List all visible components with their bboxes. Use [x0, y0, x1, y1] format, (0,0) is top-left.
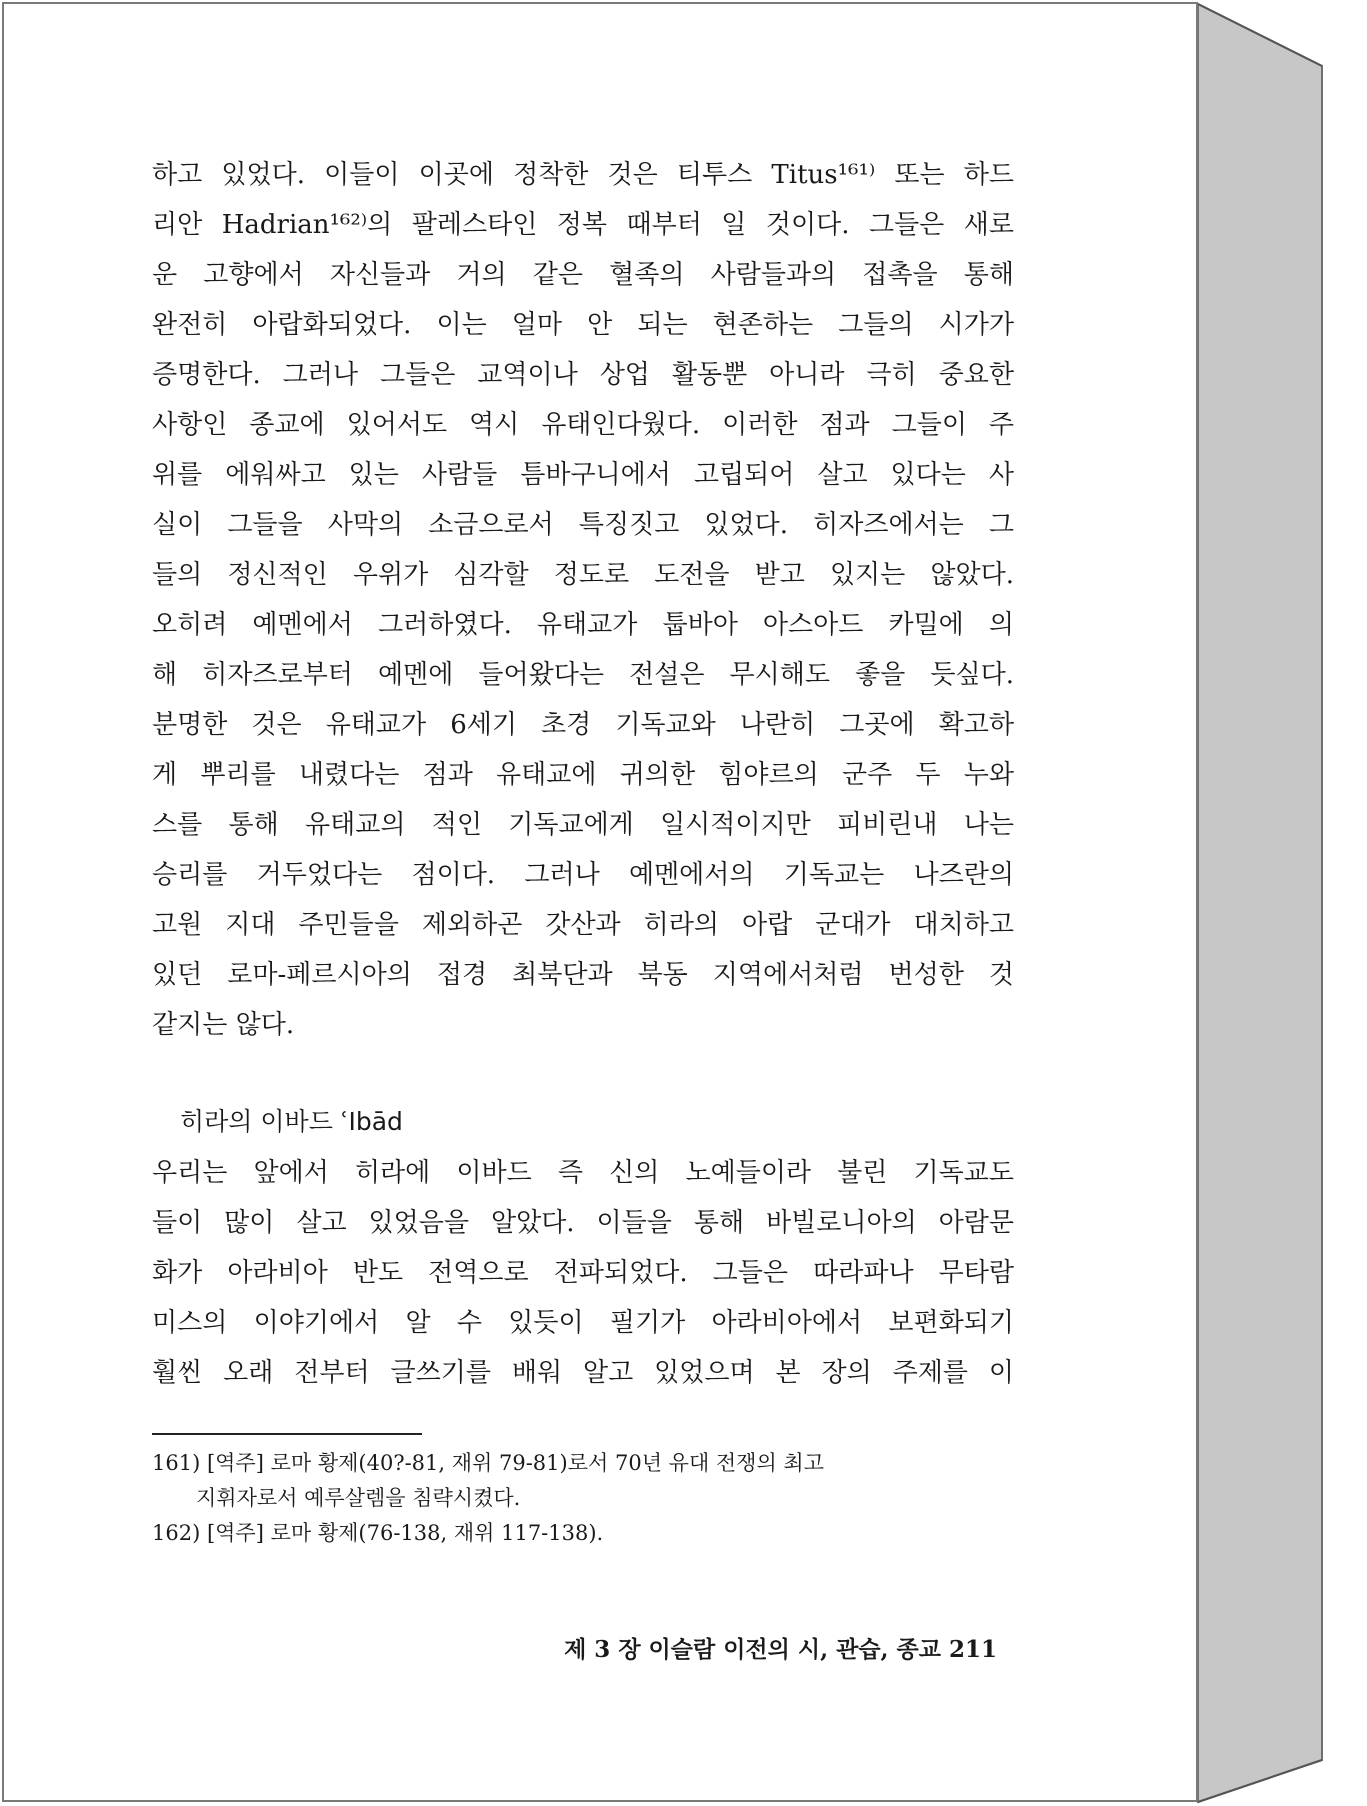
footnote-161-continued: 지휘자로서 예루살렘을 침략시켰다.: [196, 1486, 521, 1510]
text-line: 화가 아라비아 반도 전역으로 전파되었다. 그들은 따라파나 무타람: [152, 1258, 1014, 1288]
footnote-161: 161) [역주] 로마 황제(40?-81, 재위 79-81)로서 70년 유대 전쟁의 최고: [152, 1451, 825, 1475]
text-line: 하고 있었다. 이들이 이곳에 정착한 것은 티투스 Titus¹⁶¹⁾ 또는 하드: [152, 160, 1014, 190]
text-line: 들의 정신적인 우위가 심각할 정도로 도전을 받고 있지는 않았다.: [152, 560, 1014, 590]
text-line: 승리를 거두었다는 점이다. 그러나 예멘에서의 기독교는 나즈란의: [152, 860, 1014, 890]
text-line: 운 고향에서 자신들과 거의 같은 혈족의 사람들과의 접촉을 통해: [152, 260, 1014, 290]
text-line: 같지는 않다.: [152, 1010, 295, 1040]
text-line: 훨씬 오래 전부터 글쓰기를 배워 알고 있었으며 본 장의 주제를 이: [152, 1358, 1014, 1388]
footnote-divider: [152, 1433, 422, 1435]
text-line: 사항인 종교에 있어서도 역시 유태인다웠다. 이러한 점과 그들이 주: [152, 410, 1014, 440]
running-footer: 제 3 장 이슬람 이전의 시, 관습, 종교 211: [564, 1636, 997, 1663]
text-line: 게 뿌리를 내렸다는 점과 유태교에 귀의한 힘야르의 군주 두 누와: [152, 760, 1014, 790]
text-line: 들이 많이 살고 있었음을 알았다. 이들을 통해 바빌로니아의 아람문: [152, 1208, 1014, 1238]
body-paragraph: [152, 150, 1014, 1050]
text-line: 있던 로마-페르시아의 접경 최북단과 북동 지역에서처럼 번성한 것: [152, 960, 1014, 990]
text-line: 완전히 아랍화되었다. 이는 얼마 안 되는 현존하는 그들의 시가가: [152, 310, 1014, 340]
text-line: 위를 에워싸고 있는 사람들 틈바구니에서 고립되어 살고 있다는 사: [152, 460, 1014, 490]
text-line: 증명한다. 그러나 그들은 교역이나 상업 활동뿐 아니라 극히 중요한: [152, 360, 1014, 390]
text-line: 오히려 예멘에서 그러하였다. 유태교가 툽바아 아스아드 카밀에 의: [152, 610, 1014, 640]
footnotes: [152, 1446, 1014, 1551]
text-line: 실이 그들을 사막의 소금으로서 특징짓고 있었다. 히자즈에서는 그: [152, 510, 1014, 540]
text-line: 고원 지대 주민들을 제외하곤 갓산과 히라의 아랍 군대가 대치하고: [152, 910, 1014, 940]
text-line: 스를 통해 유태교의 적인 기독교에게 일시적이지만 피비린내 나는: [152, 810, 1014, 840]
footnote-162: 162) [역주] 로마 황제(76-138, 재위 117-138).: [152, 1521, 604, 1545]
text-line: 우리는 앞에서 히라에 이바드 즉 신의 노예들이라 불린 기독교도: [152, 1158, 1014, 1188]
section-heading: 히라의 이바드 ʿIbād: [180, 1107, 403, 1136]
text-line: 분명한 것은 유태교가 6세기 초경 기독교와 나란히 그곳에 확고하: [152, 710, 1014, 740]
text-line: 미스의 이야기에서 알 수 있듯이 필기가 아라비아에서 보편화되기: [152, 1308, 1014, 1338]
text-line: 해 히자즈로부터 예멘에 들어왔다는 전설은 무시해도 좋을 듯싶다.: [152, 660, 1014, 690]
text-line: 리안 Hadrian¹⁶²⁾의 팔레스타인 정복 때부터 일 것이다. 그들은 새로: [152, 210, 1014, 240]
section-paragraph: [152, 1148, 1014, 1398]
